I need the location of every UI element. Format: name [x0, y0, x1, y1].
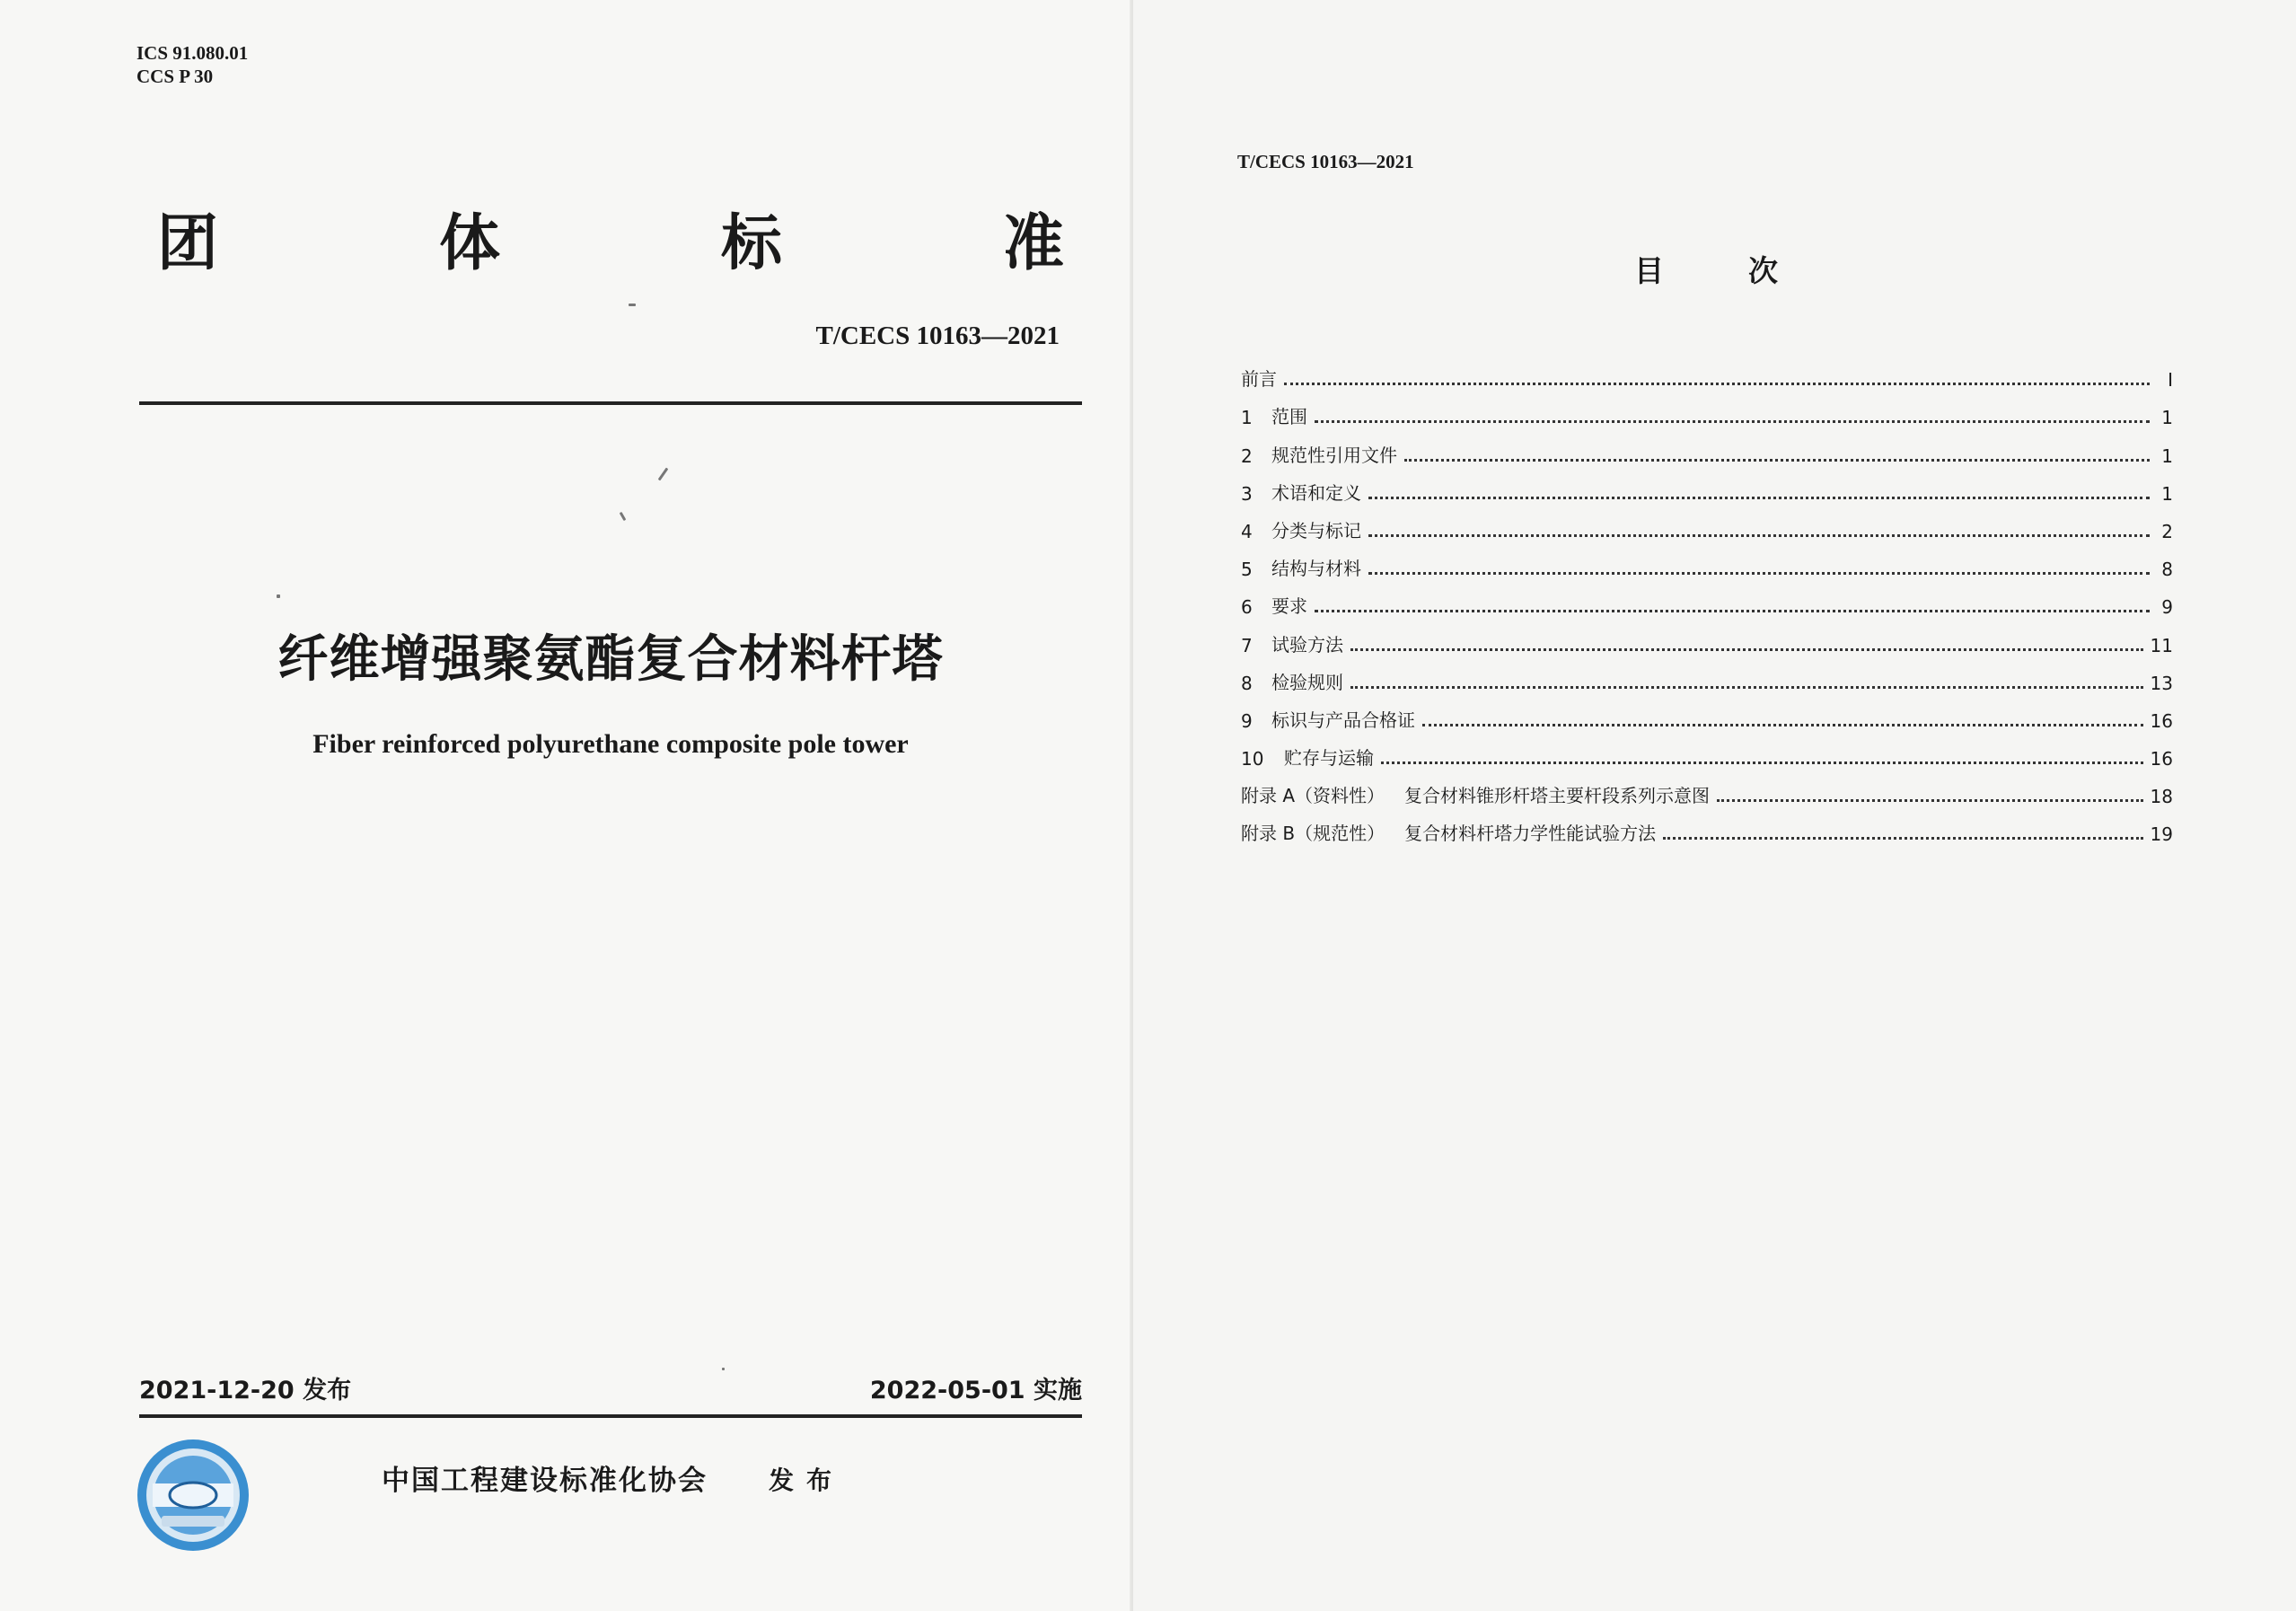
toc-entry-label: 复合材料杆塔力学性能试验方法 — [1404, 823, 1657, 845]
standard-type-heading — [157, 208, 1064, 280]
toc-leader-dots — [1663, 837, 2142, 840]
paper-speck — [658, 468, 669, 481]
ics-code: ICS 91.080.01 — [136, 42, 249, 64]
toc-entry-number: 4 — [1241, 520, 1253, 542]
title-chinese: 纤维增强聚氨酯复合材料杆塔 — [277, 630, 944, 689]
toc-entry-3[interactable] — [1241, 467, 2173, 505]
toc-entry-label: 贮存与运输 — [1284, 747, 1374, 770]
toc-entry-label: 标识与产品合格证 — [1271, 709, 1415, 731]
toc-entry-8[interactable] — [1241, 656, 2173, 694]
toc-entry-2[interactable] — [1241, 428, 2173, 466]
contents-list — [1241, 353, 2173, 845]
toc-entry-page: 11 — [2150, 634, 2173, 656]
toc-entry-1[interactable] — [1241, 391, 2173, 428]
toc-entry-label: 检验规则 — [1271, 671, 1343, 693]
paper-speck — [277, 594, 280, 598]
toc-entry-5[interactable] — [1241, 542, 2173, 580]
toc-entry-10[interactable] — [1241, 732, 2173, 770]
toc-entry-number: 7 — [1241, 634, 1253, 656]
toc-entry-label: 试验方法 — [1271, 633, 1343, 656]
standard-type-char: 团 — [157, 208, 219, 279]
toc-entry-label: 要求 — [1271, 595, 1307, 618]
toc-entry-7[interactable] — [1241, 618, 2173, 656]
standard-type-char: 标 — [720, 208, 782, 279]
toc-entry-9[interactable] — [1241, 694, 2173, 732]
publish-label: 发布 — [769, 1466, 845, 1495]
publisher-name: 中国工程建设标准化协会 — [382, 1465, 708, 1497]
toc-entry-page: 2 — [2161, 520, 2173, 542]
contents-title-char: 次 — [1748, 253, 1778, 288]
toc-leader-dots — [1350, 686, 2143, 689]
toc-leader-dots — [1315, 420, 2150, 423]
top-divider — [139, 401, 1082, 405]
toc-leader-dots — [1381, 761, 2143, 764]
title-english: Fiber reinforced polyurethane composite pole tower — [312, 729, 909, 759]
toc-leader-dots — [1368, 534, 2150, 537]
anti-counterfeit-seal-icon — [135, 1437, 251, 1554]
toc-entry-page: 1 — [2161, 407, 2173, 429]
toc-entry-page: 1 — [2161, 445, 2173, 467]
toc-entry-label: 范围 — [1271, 406, 1307, 428]
toc-appendix-tag: 附录 B（规范性） — [1241, 823, 1386, 845]
toc-entry-page: 8 — [2161, 559, 2173, 581]
bottom-divider — [139, 1414, 1082, 1418]
toc-entry-page: Ⅰ — [2168, 369, 2173, 392]
paper-speck — [620, 512, 627, 521]
toc-leader-dots — [1368, 497, 2150, 499]
toc-leader-dots — [1368, 572, 2150, 575]
toc-entry-number: 10 — [1241, 748, 1264, 770]
toc-entry-number: 1 — [1241, 407, 1253, 429]
toc-entry-label: 分类与标记 — [1271, 519, 1361, 541]
standard-number: T/CECS 10163—2021 — [815, 321, 1060, 350]
implementation-date: 2022-05-01 实施 — [869, 1377, 1082, 1404]
running-header: T/CECS 10163—2021 — [1237, 151, 1414, 172]
issue-date: 2021-12-20 发布 — [139, 1377, 352, 1404]
cover-page — [0, 0, 1131, 1611]
toc-entry-page: 18 — [2150, 786, 2173, 808]
paper-speck — [722, 1368, 725, 1370]
toc-entry-number: 9 — [1241, 709, 1253, 732]
toc-entry-appendix-b[interactable] — [1241, 807, 2173, 845]
paper-speck — [629, 304, 636, 306]
standard-type-char: 准 — [1002, 208, 1064, 279]
toc-entry-number: 6 — [1241, 596, 1253, 619]
toc-entry-label: 结构与材料 — [1271, 558, 1361, 580]
toc-entry-number: 8 — [1241, 672, 1253, 694]
toc-leader-dots — [1315, 610, 2150, 612]
toc-entry-label: 术语和定义 — [1271, 481, 1361, 504]
toc-entry-number: 5 — [1241, 559, 1253, 581]
ccs-code: CCS P 30 — [136, 66, 214, 87]
toc-entry-6[interactable] — [1241, 580, 2173, 618]
contents-title-char: 目 — [1634, 253, 1664, 288]
toc-entry-label: 前言 — [1241, 368, 1277, 391]
toc-entry-page: 16 — [2150, 709, 2173, 732]
toc-leader-dots — [1404, 459, 2150, 462]
toc-entry-foreword[interactable] — [1241, 353, 2173, 391]
classification-codes — [136, 41, 248, 88]
standard-type-char: 体 — [438, 208, 500, 279]
toc-entry-page: 9 — [2161, 596, 2173, 619]
toc-entry-page: 19 — [2150, 823, 2173, 846]
toc-entry-appendix-a[interactable] — [1241, 770, 2173, 807]
toc-leader-dots — [1422, 724, 2143, 726]
toc-entry-page: 16 — [2150, 748, 2173, 770]
toc-entry-number: 2 — [1241, 445, 1253, 467]
toc-entry-number: 3 — [1241, 482, 1253, 505]
toc-leader-dots — [1717, 799, 2143, 802]
toc-leader-dots — [1350, 648, 2143, 651]
toc-entry-page: 13 — [2150, 672, 2173, 694]
toc-leader-dots — [1284, 383, 2150, 385]
toc-entry-page: 1 — [2161, 482, 2173, 505]
toc-entry-label: 规范性引用文件 — [1271, 444, 1397, 466]
toc-entry-label: 复合材料锥形杆塔主要杆段系列示意图 — [1404, 785, 1711, 807]
toc-entry-4[interactable] — [1241, 505, 2173, 542]
toc-appendix-tag: 附录 A（资料性） — [1241, 785, 1386, 807]
contents-title — [1634, 248, 1778, 290]
